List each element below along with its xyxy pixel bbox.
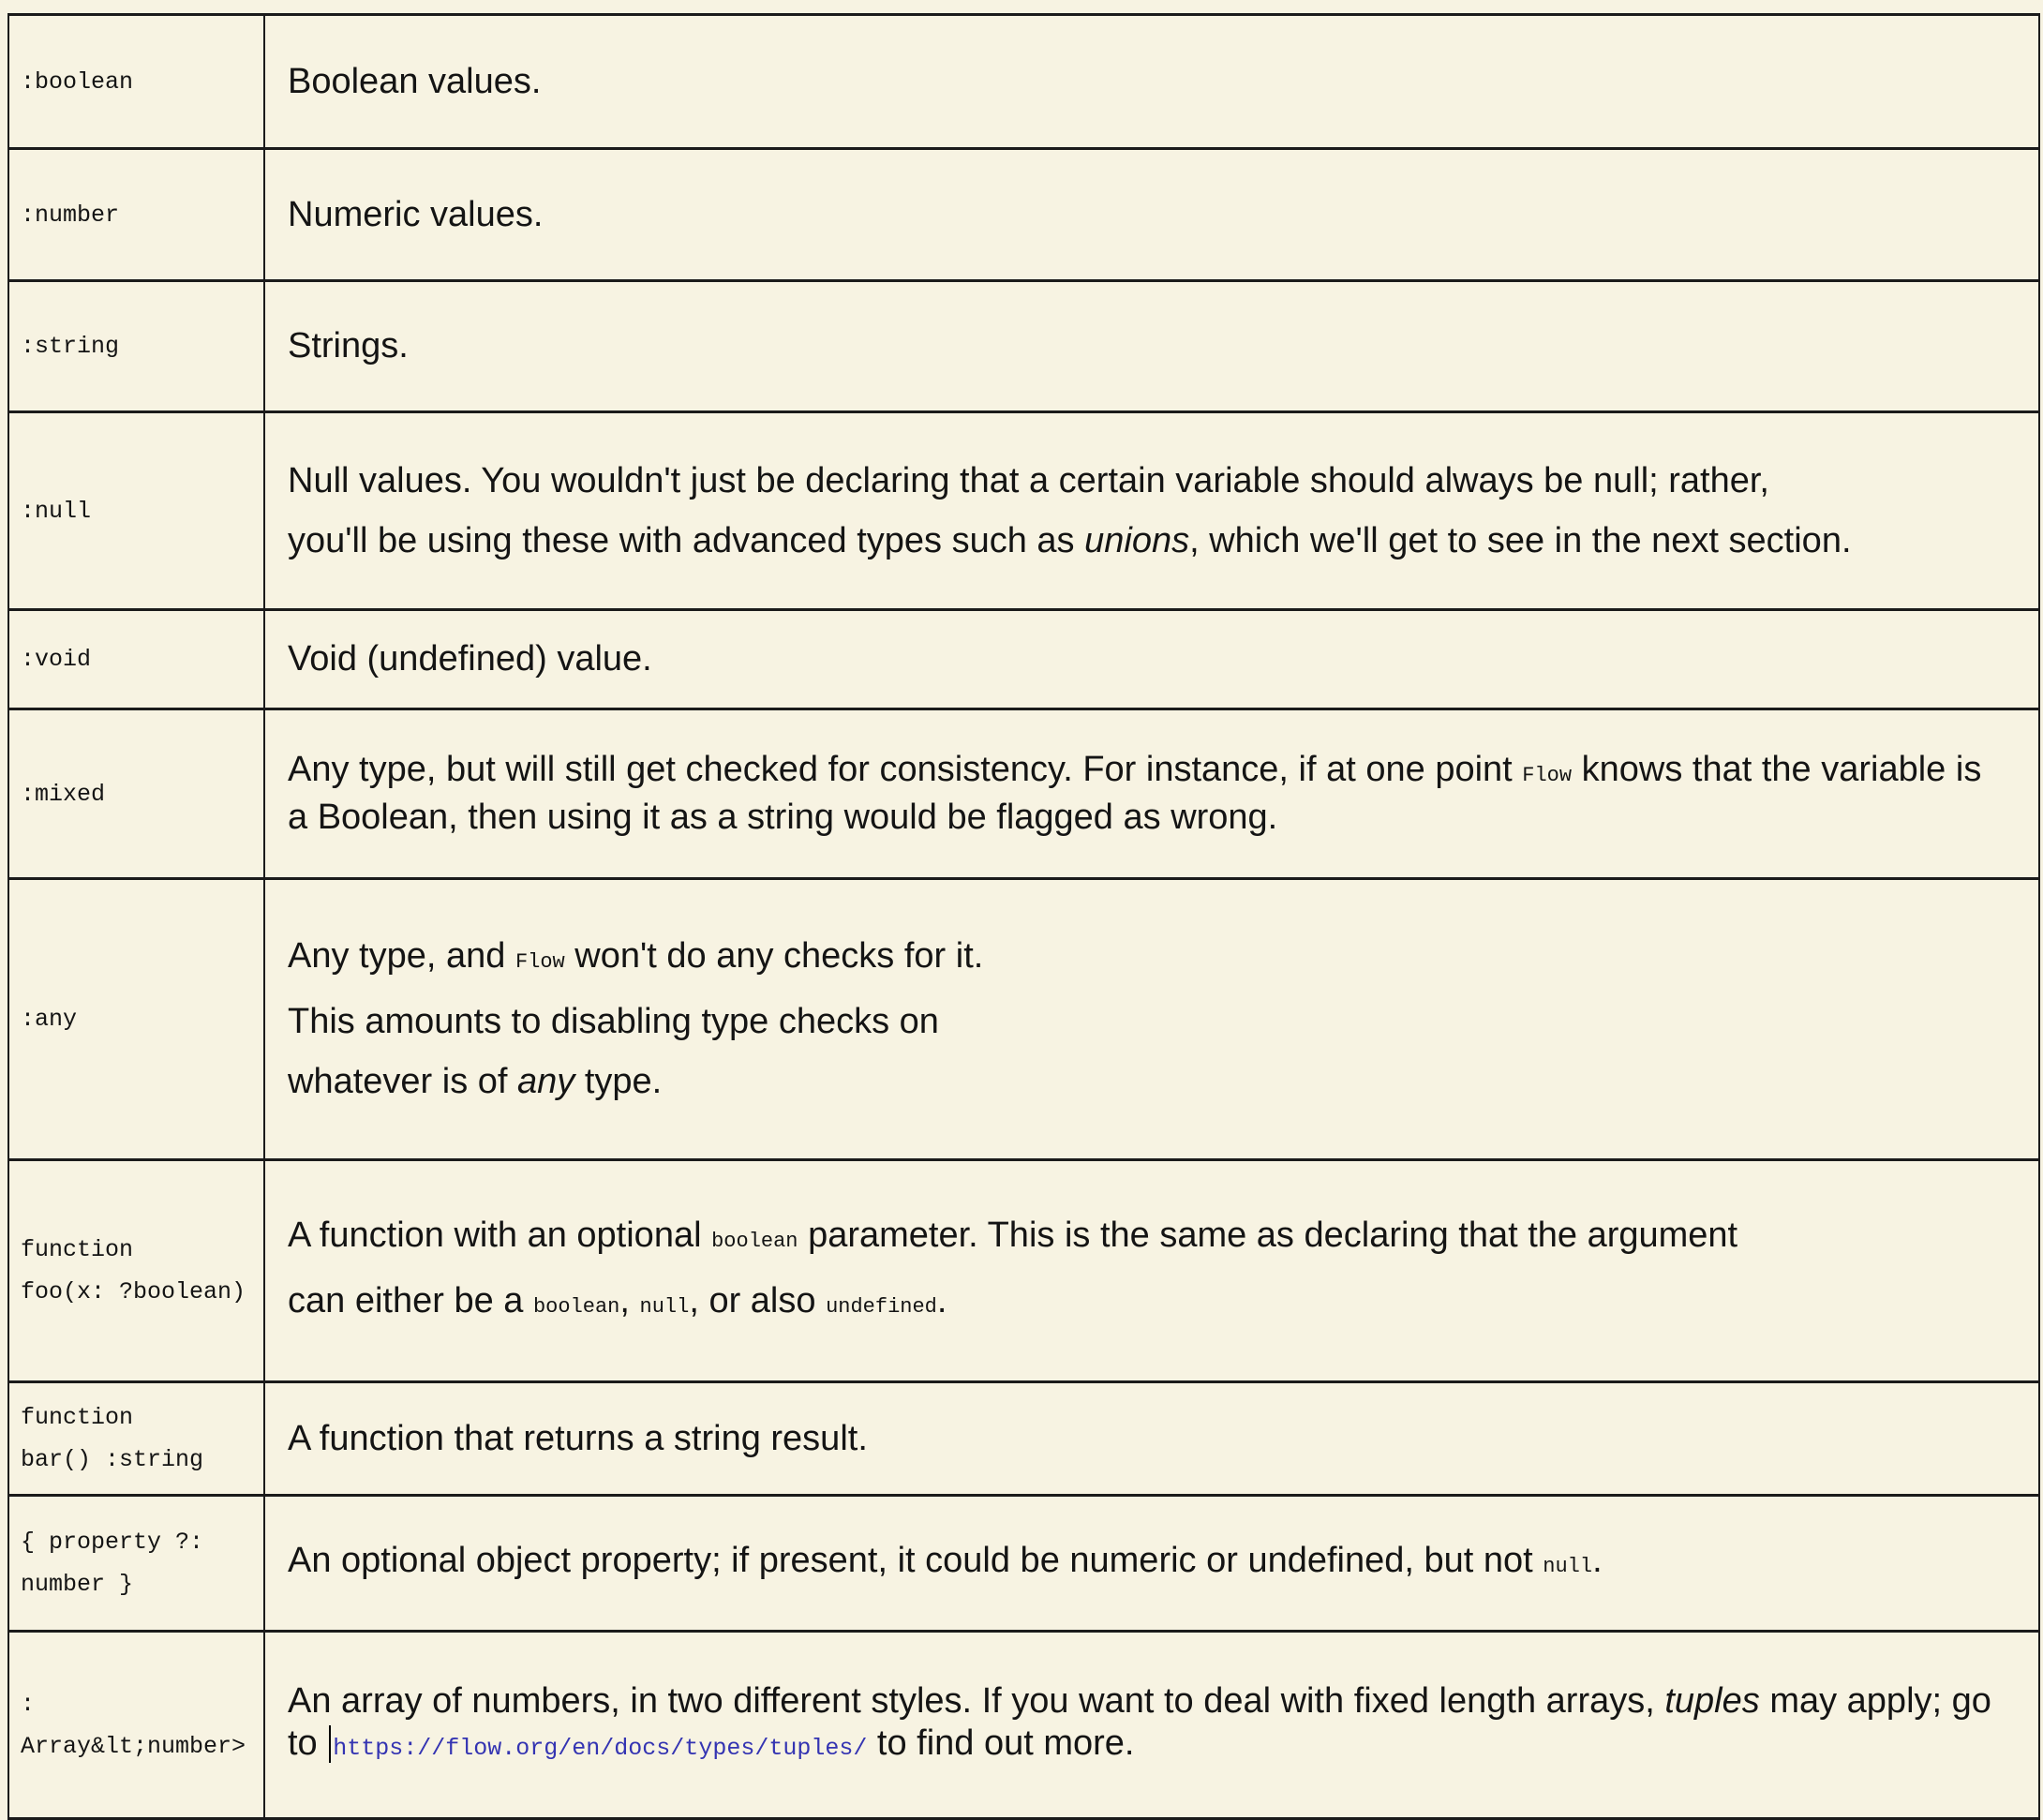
type-annotation-cell [8,1160,264,1382]
text-span: Any type, but will still get checked for consistency. For instance, if at one point [288,750,1523,789]
code-line: : [21,1690,36,1718]
text-span: Any type, and [288,936,515,976]
type-annotation-cell [8,879,264,1160]
description-paragraph [288,638,2001,680]
description-cell [264,879,2039,1160]
description-paragraph [288,749,2001,839]
description-paragraph [288,1215,2001,1262]
code-line: number } [21,1571,134,1598]
text-span: won't do any checks for it. [564,936,984,976]
description-paragraph [288,1418,2001,1460]
text-cursor [329,1725,331,1763]
inline-code: Flow [1522,764,1573,787]
type-annotation-cell [8,149,264,281]
text-span: Null values. You wouldn't just be declaring that a certain variable should always be null; rather, [288,460,1769,500]
text-span: A function with an optional [288,1215,712,1255]
table-row [8,879,2039,1160]
text-span: . [936,1280,947,1320]
description-paragraph [288,460,2001,502]
text-span: , which we'll get to see in the next section. [1189,520,1852,560]
description-cell [264,610,2039,709]
inline-code: undefined [826,1294,937,1319]
description-paragraph [288,1540,2001,1588]
code-line: :number [21,201,120,229]
type-annotation-cell [8,15,264,149]
italic-text: any [517,1062,575,1101]
code-line: function [21,1236,134,1263]
description-paragraph [288,935,2001,983]
description-cell [264,149,2039,281]
text-span: Strings. [288,326,409,365]
type-annotation-cell [8,1382,264,1496]
code-line: function [21,1404,134,1431]
description-paragraph [288,325,2001,367]
text-span: knows that the variable is a Boolean, then using it as a string would be flagged as wrong. [288,750,1982,837]
code-line: :mixed [21,780,106,808]
table-row [8,412,2039,610]
code-line: :null [21,497,92,525]
table-row [8,149,2039,281]
text-span: A function that returns a string result. [288,1418,868,1458]
description-cell [264,1632,2039,1819]
code-line: :void [21,646,92,673]
table-row [8,1160,2039,1382]
description-cell [264,1160,2039,1382]
description-cell [264,709,2039,879]
description-paragraph [288,1061,2001,1103]
table-row [8,15,2039,149]
description-paragraph [288,1280,2001,1328]
text-span: you'll be using these with advanced types such as [288,520,1085,560]
text-span: Boolean values. [288,61,542,101]
text-span: . [1592,1540,1603,1580]
description-paragraph [288,61,2001,103]
code-line: :boolean [21,67,134,96]
description-cell [264,281,2039,412]
text-span: , [619,1280,640,1320]
text-span: An optional object property; if present, it could be numeric or undefined, but not [288,1540,1543,1580]
code-line: Array&lt;number> [21,1732,246,1760]
flow-types-table [7,13,2040,1820]
text-span: This amounts to disabling type checks on [288,1002,939,1041]
type-annotation-cell [8,610,264,709]
description-cell [264,15,2039,149]
description-cell [264,1382,2039,1496]
table-row [8,1382,2039,1496]
text-span: parameter. This is the same as declaring that the argument [798,1215,1738,1255]
type-annotation-cell [8,281,264,412]
code-line: bar() :string [21,1446,204,1473]
inline-code: null [1543,1554,1593,1578]
text-span: to find out more. [867,1723,1135,1763]
text-span: can either be a [288,1280,533,1320]
text-span: whatever is of [288,1062,517,1101]
description-paragraph [288,1001,2001,1043]
text-span: Void (undefined) value. [288,639,652,679]
type-annotation-cell [8,1496,264,1632]
description-paragraph [288,1680,2001,1769]
inline-code: boolean [711,1229,798,1253]
italic-text: tuples [1664,1681,1760,1721]
code-line: :string [21,333,120,360]
type-annotation-cell [8,709,264,879]
table-row [8,709,2039,879]
text-span: An array of numbers, in two different styles. If you want to deal with fixed length arrays, [288,1681,1665,1721]
table-row [8,1496,2039,1632]
description-paragraph [288,520,2001,562]
text-span: , or also [689,1280,827,1320]
code-line: :any [21,1006,78,1033]
table-row [8,281,2039,412]
text-span: may apply; go to [288,1681,1991,1763]
description-cell [264,412,2039,610]
code-line: foo(x: ?boolean) [21,1278,246,1305]
types-reference-table-container [7,13,2040,1820]
text-span: Numeric values. [288,194,544,234]
tuples-docs-link[interactable]: https://flow.org/en/docs/types/tuples/ [333,1735,868,1762]
description-cell [264,1496,2039,1632]
text-span: type. [574,1062,663,1101]
table-row [8,610,2039,709]
code-line: { property ?: [21,1529,204,1556]
inline-code: boolean [532,1294,620,1319]
table-row [8,1632,2039,1819]
type-annotation-cell [8,412,264,610]
italic-text: unions [1084,520,1190,560]
inline-code: Flow [514,950,565,974]
inline-code: null [639,1294,690,1319]
description-paragraph [288,194,2001,236]
type-annotation-cell [8,1632,264,1819]
